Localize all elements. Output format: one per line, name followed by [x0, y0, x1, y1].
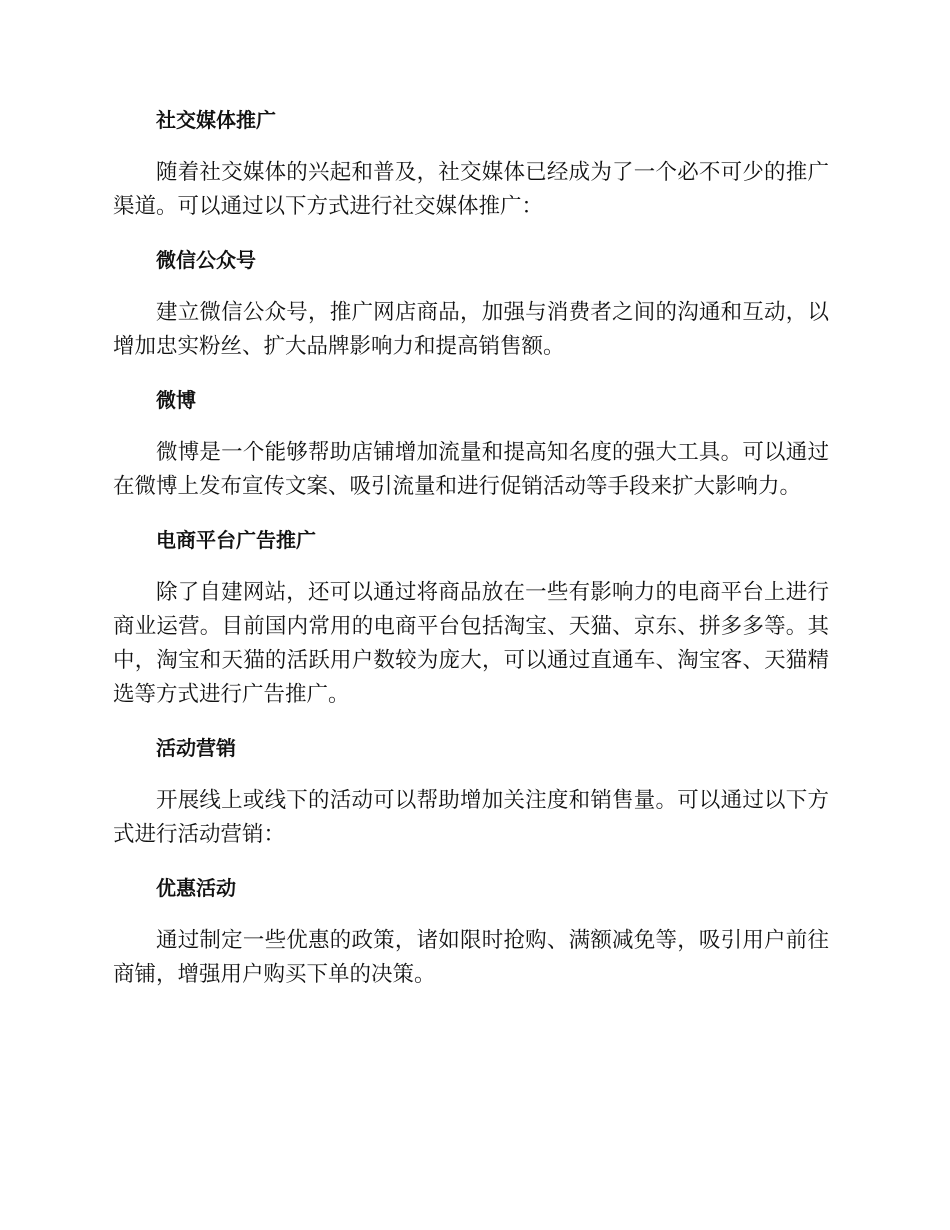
section-paragraph: 开展线上或线下的活动可以帮助增加关注度和销售量。可以通过以下方式进行活动营销： [113, 788, 829, 847]
section-paragraph: 建立微信公众号，推广网店商品，加强与消费者之间的沟通和互动，以增加忠实粉丝、扩大品牌影响力和提高销售额。 [113, 300, 829, 359]
section-social-media [113, 105, 829, 224]
section-heading: 微博 [156, 388, 196, 412]
section-heading: 活动营销 [156, 736, 236, 760]
document-page [113, 105, 829, 1013]
section-wechat [113, 245, 829, 364]
section-paragraph: 除了自建网站，还可以通过将商品放在一些有影响力的电商平台上进行商业运营。目前国内常用的电商平台包括淘宝、天猫、京东、拼多多等。其中，淘宝和天猫的活跃用户数较为庞大，可以通过直通车、淘宝客、天猫精选等方式进行广告推广。 [113, 580, 829, 707]
section-ecommerce-ads [113, 525, 829, 712]
section-promotions [113, 873, 829, 992]
section-paragraph: 随着社交媒体的兴起和普及，社交媒体已经成为了一个必不可少的推广渠道。可以通过以下方式进行社交媒体推广： [113, 160, 829, 219]
section-heading: 优惠活动 [156, 876, 236, 900]
section-heading: 电商平台广告推广 [156, 528, 316, 552]
section-paragraph: 微博是一个能够帮助店铺增加流量和提高知名度的强大工具。可以通过在微博上发布宣传文案、吸引流量和进行促销活动等手段来扩大影响力。 [113, 440, 829, 499]
section-event-marketing [113, 733, 829, 852]
section-paragraph: 通过制定一些优惠的政策，诸如限时抢购、满额减免等，吸引用户前往商铺，增强用户购买下单的决策。 [113, 928, 829, 987]
section-heading: 微信公众号 [156, 248, 256, 272]
section-weibo [113, 385, 829, 504]
section-heading: 社交媒体推广 [156, 108, 276, 132]
